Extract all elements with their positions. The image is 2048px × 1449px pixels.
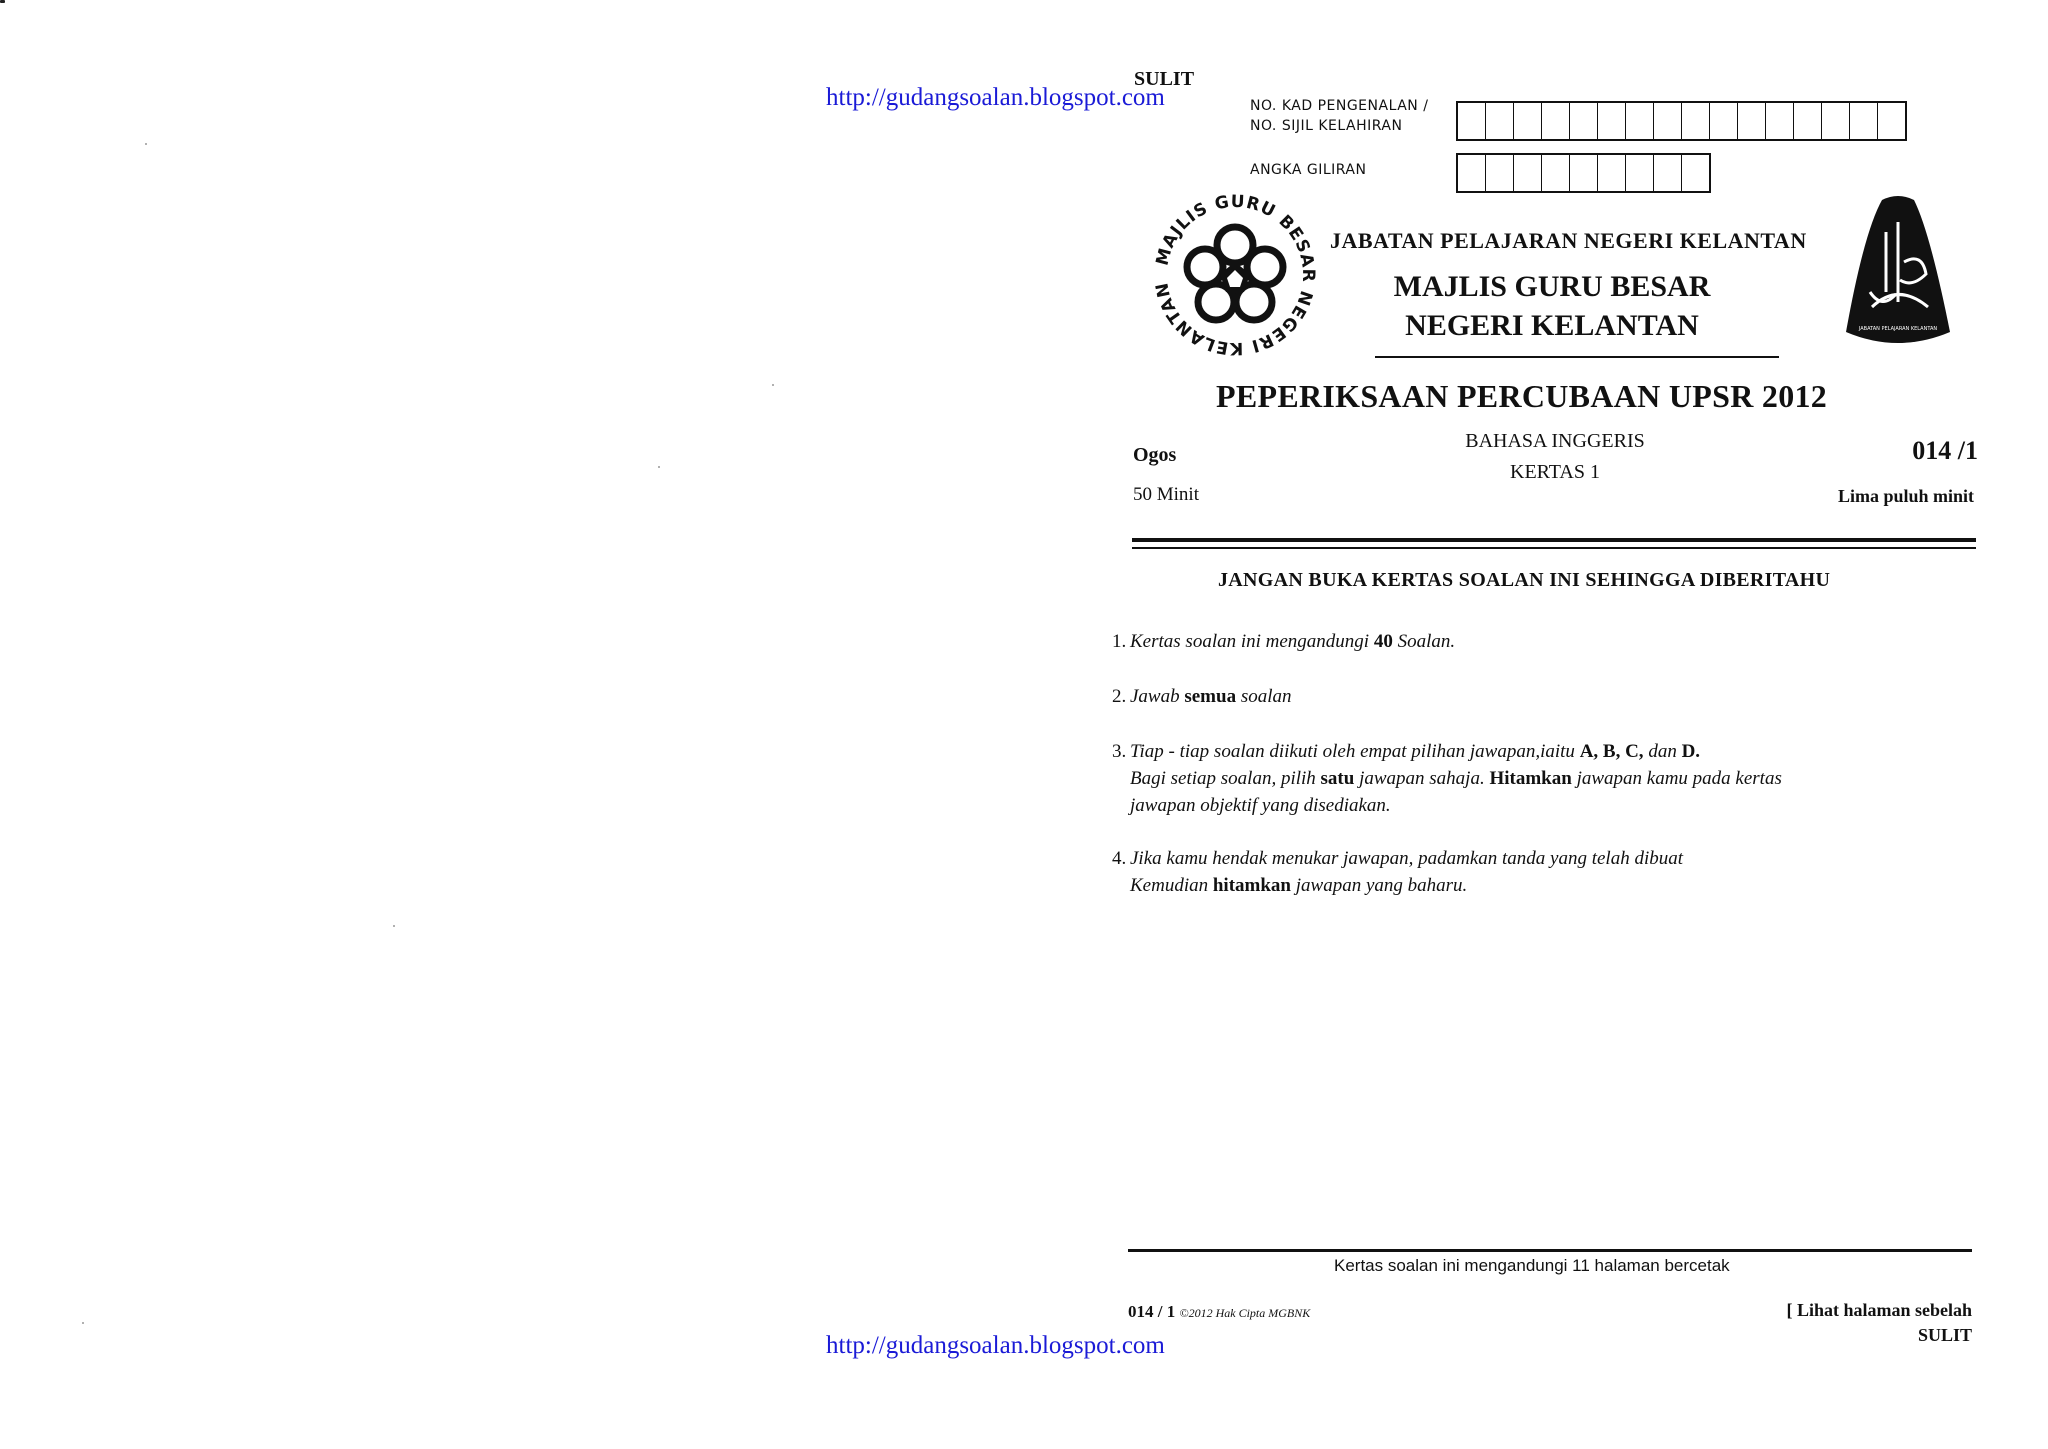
warning: JANGAN BUKA KERTAS SOALAN INI SEHINGGA DIBERITAHU xyxy=(1218,569,1831,591)
sijil-label: NO. SIJIL KELAHIRAN xyxy=(1250,118,1403,134)
exam-title: PEPERIKSAAN PERCUBAAN UPSR 2012 xyxy=(1216,378,1828,414)
scan-speck xyxy=(658,466,660,468)
url-bottom[interactable]: http://gudangsoalan.blogspot.com xyxy=(826,1332,1165,1359)
subject: BAHASA INGGERIS xyxy=(1465,430,1645,452)
scan-speck xyxy=(393,925,395,927)
council-line2: NEGERI KELANTAN xyxy=(1405,309,1699,342)
scan-speck xyxy=(82,1322,84,1324)
jpn-kelantan-logo xyxy=(1842,192,1954,352)
scan-speck xyxy=(145,143,147,145)
council-underline xyxy=(1375,356,1779,358)
angka-boxes[interactable] xyxy=(1456,153,1711,193)
council-line1: MAJLIS GURU BESAR xyxy=(1393,270,1711,303)
exam-month: Ogos xyxy=(1133,444,1177,466)
duration-words: Lima puluh minit xyxy=(1837,486,1974,506)
sulit-bottom: SULIT xyxy=(1917,1325,1972,1345)
scan-speck xyxy=(0,0,5,3)
duration: 50 Minit xyxy=(1133,484,1199,505)
angka-label: ANGKA GILIRAN xyxy=(1250,162,1367,178)
mgb-logo-text: MAJLIS GURU BESAR NEGERI KELANTAN xyxy=(1152,191,1319,359)
footer-code: 014 / 1 xyxy=(1128,1302,1176,1321)
footer-divider xyxy=(1128,1249,1972,1252)
next-page: [ Lihat halaman sebelah xyxy=(1786,1300,1972,1320)
instruction-4: 4. Jika kamu hendak menukar jawapan, padamkan tanda yang telah dibuat Kemudian hitamkan jawapan yang baharu. xyxy=(1112,848,1684,896)
divider-thin xyxy=(1132,547,1976,549)
department-title: JABATAN PELAJARAN NEGERI KELANTAN xyxy=(1330,228,1807,253)
scan-speck xyxy=(772,384,774,386)
paper: KERTAS 1 xyxy=(1510,461,1600,483)
divider-thick xyxy=(1132,538,1976,542)
paper-code: 014 /1 xyxy=(1912,436,1978,465)
instruction-3: 3. Tiap - tiap soalan diikuti oleh empat pilihan jawapan,iaitu A, B, C, dan D. Bagi setiap soalan, pilih satu jawapan sahaja. Hitamkan jawapan kamu pada kertas jawapan objektif yang disediakan. xyxy=(1112,741,1782,816)
footer-code-line xyxy=(1128,1302,1310,1322)
kad-boxes[interactable] xyxy=(1456,101,1907,141)
sulit-top: SULIT xyxy=(1134,68,1195,90)
mgb-logo xyxy=(1150,190,1320,360)
copyright: ©2012 Hak Cipta MGBNK xyxy=(1179,1306,1311,1320)
instruction-1: 1. Kertas soalan ini mengandungi 40 Soalan. xyxy=(1112,631,1456,652)
kad-label: NO. KAD PENGENALAN / xyxy=(1250,98,1429,114)
pages-note: Kertas soalan ini mengandungi 11 halaman bercetak xyxy=(1334,1256,1730,1275)
url-top[interactable]: http://gudangsoalan.blogspot.com xyxy=(826,84,1165,111)
instruction-2: 2. Jawab semua soalan xyxy=(1112,686,1292,707)
jpn-logo-text: JABATAN PELAJARAN KELANTAN xyxy=(1858,326,1938,332)
